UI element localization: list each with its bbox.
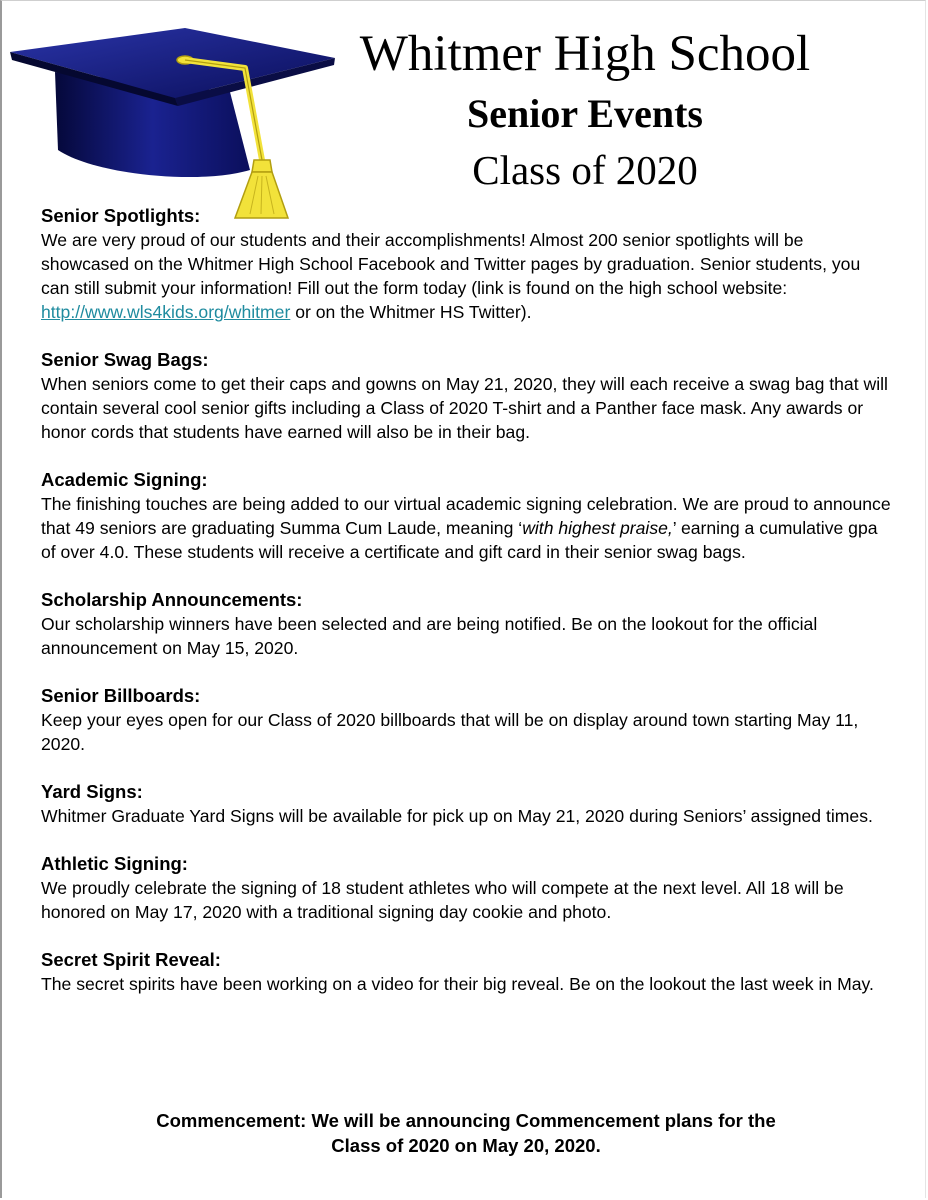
section-senior-swag-bags <box>41 348 891 444</box>
graduation-cap-icon <box>0 10 340 225</box>
section-text: ’ earning a cumulative gpa of over 4.0. These students will receive a certificate and gift card in their senior swag bags. <box>41 518 878 562</box>
events-list <box>41 204 891 1020</box>
section-title: Secret Spirit Reveal: <box>41 949 221 970</box>
section-secret-spirit-reveal <box>41 948 891 996</box>
emphasis-text: with highest praise, <box>522 518 673 538</box>
commencement-notice <box>41 1108 891 1158</box>
section-athletic-signing <box>41 852 891 924</box>
commencement-line-2: Class of 2020 on May 20, 2020. <box>331 1135 601 1156</box>
section-body: When seniors come to get their caps and gowns on May 21, 2020, they will each receive a swag bag that will contain several cool senior gifts including a Class of 2020 T-shirt and a Panther face mask. Any awards or honor cords that students have earned will also be in their bag. <box>41 374 888 442</box>
section-senior-billboards <box>41 684 891 756</box>
section-body: Keep your eyes open for our Class of 2020 billboards that will be on display around town starting May 11, 2020. <box>41 710 859 754</box>
section-body: Our scholarship winners have been selected and are being notified. Be on the lookout for the official announcement on May 15, 2020. <box>41 614 818 658</box>
section-body: The secret spirits have been working on a video for their big reveal. Be on the lookout the last week in May. <box>41 974 874 994</box>
section-scholarship-announcements <box>41 588 891 660</box>
section-academic-signing <box>41 468 891 564</box>
section-title: Academic Signing: <box>41 469 208 490</box>
section-text: or on the Whitmer HS Twitter). <box>290 302 532 322</box>
events-title: Senior Events <box>467 91 703 136</box>
section-body <box>41 492 891 564</box>
section-title: Yard Signs: <box>41 781 143 802</box>
section-title: Senior Spotlights: <box>41 205 201 226</box>
commencement-line-1: Commencement: We will be announcing Commencement plans for the <box>156 1110 776 1131</box>
section-title: Senior Swag Bags: <box>41 349 209 370</box>
section-title: Scholarship Announcements: <box>41 589 303 610</box>
section-title: Athletic Signing: <box>41 853 188 874</box>
section-yard-signs <box>41 780 891 828</box>
document-header <box>330 22 840 198</box>
section-title: Senior Billboards: <box>41 685 201 706</box>
section-body <box>41 228 891 324</box>
section-body: We proudly celebrate the signing of 18 student athletes who will compete at the next level. All 18 will be honored on May 17, 2020 with a traditional signing day cookie and photo. <box>41 878 844 922</box>
school-name: Whitmer High School <box>359 26 811 82</box>
school-website-link[interactable]: http://www.wls4kids.org/whitmer <box>41 302 291 322</box>
class-title: Class of 2020 <box>472 147 698 193</box>
section-text: We are very proud of our students and their accomplishments! Almost 200 senior spotlights will be showcased on the Whitmer High School Facebook and Twitter pages by graduation. Senior students, you can still submit your information! Fill out the form today (link is found on the high school website: <box>41 230 861 298</box>
section-text: The finishing touches are being added to our virtual academic signing celebration. We are proud to announce that 49 seniors are graduating Summa Cum Laude, meaning ‘ <box>41 494 891 538</box>
section-body: Whitmer Graduate Yard Signs will be available for pick up on May 21, 2020 during Seniors’ assigned times. <box>41 806 873 826</box>
section-senior-spotlights <box>41 204 891 324</box>
